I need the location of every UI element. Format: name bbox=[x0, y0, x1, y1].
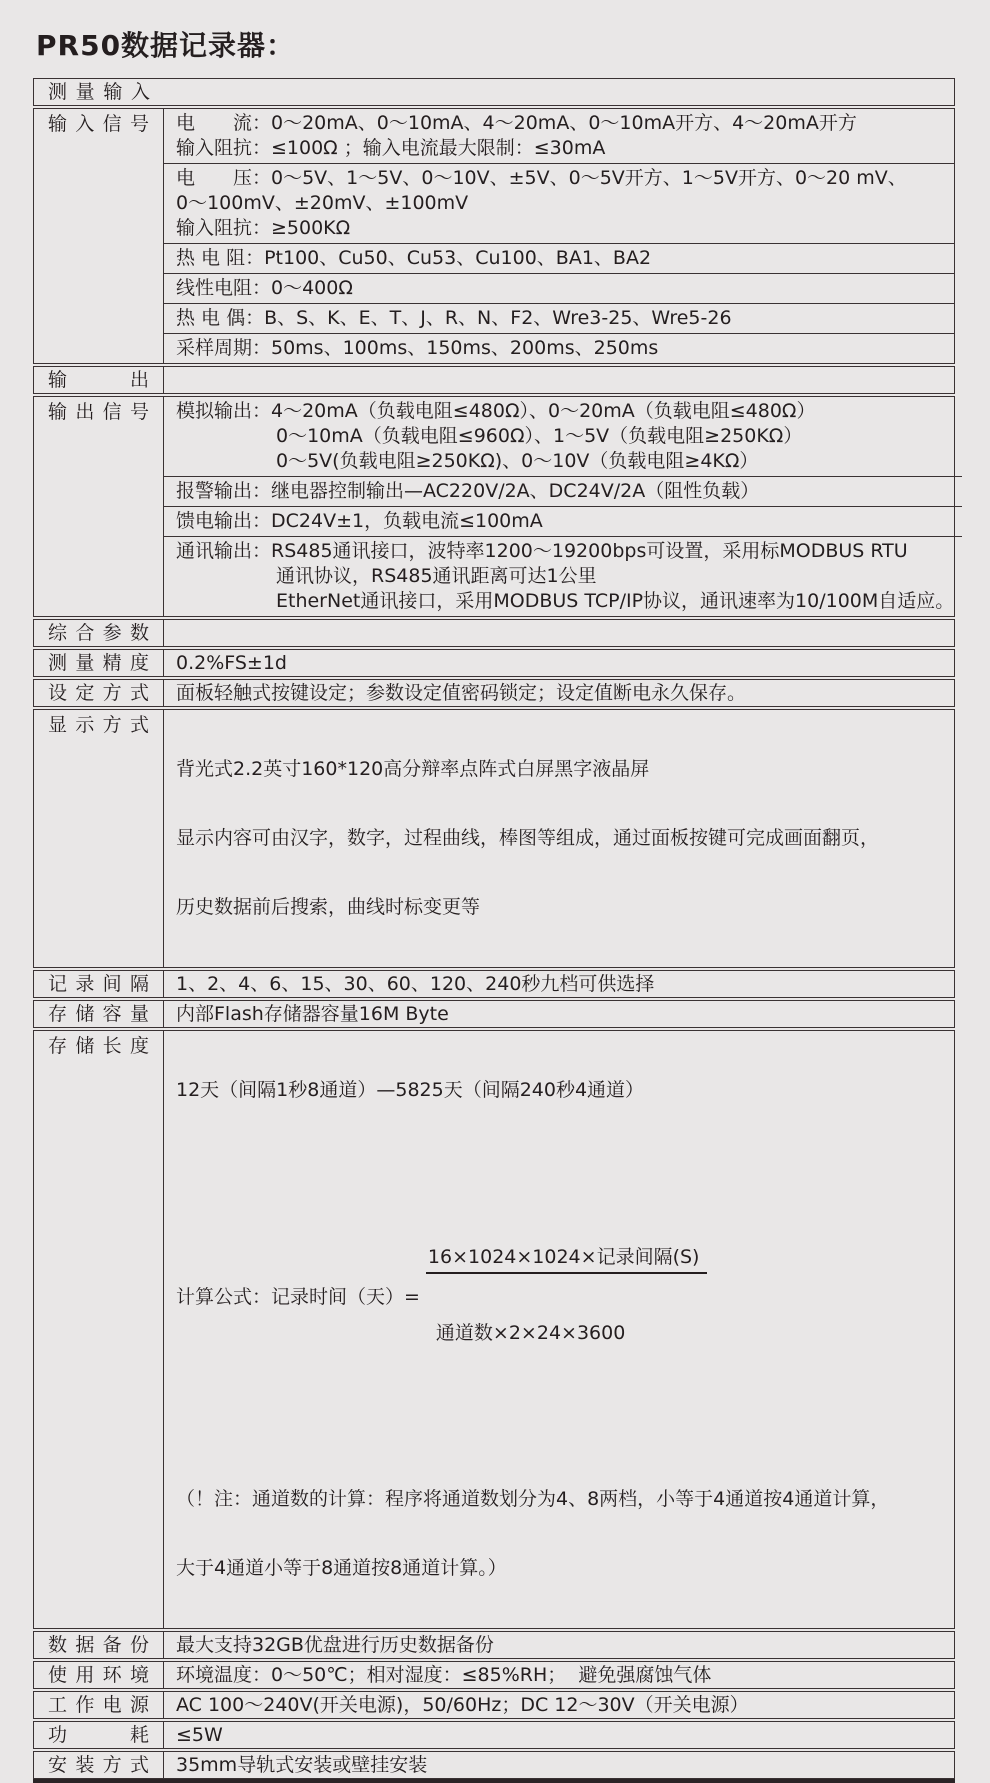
cell-output-comm bbox=[164, 537, 962, 616]
cell-mounting: 35mm导轨式安装或壁挂安装 bbox=[176, 1754, 428, 1776]
output-comm-line3: EtherNet通讯接口，采用MODBUS TCP/IP协议，通讯速率为10/100M自适应。 bbox=[276, 590, 955, 612]
output-alarm-line: 报警输出：继电器控制输出—AC220V/2A、DC24V/2A（阻性负载） bbox=[176, 480, 760, 502]
cell-output-empty bbox=[164, 367, 954, 393]
label-output: 输出 bbox=[34, 367, 164, 393]
row-power-consumption bbox=[33, 1721, 955, 1749]
label-power-consumption: 功耗 bbox=[34, 1722, 164, 1748]
input-sample-line: 采样周期：50ms、100ms、150ms、200ms、250ms bbox=[176, 337, 659, 359]
row-output-signal bbox=[33, 396, 955, 617]
cell-storage-length bbox=[164, 1031, 954, 1628]
label-record-interval: 记录间隔 bbox=[34, 971, 164, 997]
output-comm-line1: 通讯输出：RS485通讯接口，波特率1200～19200bps可设置，采用标MODBUS RTU bbox=[176, 540, 908, 562]
cell-measure-input-empty bbox=[164, 79, 954, 105]
spacer bbox=[176, 1433, 946, 1443]
display-line3: 历史数据前后搜索，曲线时标变更等 bbox=[176, 896, 481, 918]
storage-formula-fraction bbox=[426, 1201, 708, 1389]
input-rtd-line: 热 电 阻：Pt100、Cu50、Cu53、Cu100、BA1、BA2 bbox=[176, 247, 652, 269]
label-input-signal: 输入信号 bbox=[34, 109, 164, 363]
output-feed-line: 馈电输出：DC24V±1，负载电流≤100mA bbox=[176, 510, 543, 532]
cell-output-analog bbox=[164, 397, 962, 477]
cell-general-params-empty bbox=[164, 620, 954, 646]
label-mounting: 安装方式 bbox=[34, 1752, 164, 1778]
storage-note-line2: 大于4通道小等于8通道按8通道计算。） bbox=[176, 1557, 507, 1579]
row-storage-capacity bbox=[33, 1000, 955, 1028]
label-environment: 使用环境 bbox=[34, 1662, 164, 1688]
row-mounting bbox=[33, 1751, 955, 1779]
input-current-line2: 输入阻抗：≤100Ω ；输入电流最大限制：≤30mA bbox=[176, 137, 606, 159]
storage-length-range: 12天（间隔1秒8通道）—5825天（间隔240秒4通道） bbox=[176, 1079, 645, 1101]
display-line2: 显示内容可由汉字，数字，过程曲线，棒图等组成，通过面板按键可完成画面翻页， bbox=[176, 827, 880, 849]
cell-power-consumption: ≤5W bbox=[176, 1724, 223, 1746]
cell-setting-method: 面板轻触式按键设定；参数设定值密码锁定；设定值断电永久保存。 bbox=[176, 682, 747, 704]
cell-data-backup: 最大支持32GB优盘进行历史数据备份 bbox=[176, 1634, 494, 1656]
cell-input-thermocouple bbox=[164, 304, 954, 334]
input-linear-line: 线性电阻：0～400Ω bbox=[176, 277, 353, 299]
storage-formula-prefix: 计算公式：记录时间（天）= bbox=[176, 1285, 420, 1308]
row-record-interval bbox=[33, 970, 955, 998]
page-title: PR50数据记录器： bbox=[36, 29, 296, 62]
label-storage-length: 存储长度 bbox=[34, 1031, 164, 1628]
output-analog-line2: 0～10mA（负载电阻≤960Ω）、1～5V（负载电阻≥250KΩ） bbox=[276, 425, 803, 447]
cell-output-alarm bbox=[164, 477, 962, 507]
cell-input-voltage bbox=[164, 164, 954, 244]
label-storage-capacity: 存储容量 bbox=[34, 1001, 164, 1027]
cell-input-rtd bbox=[164, 244, 954, 274]
output-analog-line3: 0～5V(负载电阻≥250KΩ)、0～10V（负载电阻≥4KΩ） bbox=[276, 450, 759, 472]
display-line1: 背光式2.2英寸160*120高分辩率点阵式白屏黑字液晶屏 bbox=[176, 758, 650, 780]
label-display-method: 显示方式 bbox=[34, 710, 164, 967]
storage-formula-numerator: 16×1024×1024×记录间隔(S) bbox=[426, 1245, 708, 1274]
row-measure-input-header bbox=[33, 78, 955, 106]
label-setting-method: 设定方式 bbox=[34, 680, 164, 706]
input-voltage-line2: 0～100mV、±20mV、±100mV bbox=[176, 192, 469, 214]
label-output-signal: 输出信号 bbox=[34, 397, 164, 616]
label-accuracy: 测量精度 bbox=[34, 650, 164, 676]
row-data-backup bbox=[33, 1631, 955, 1659]
storage-formula-denominator: 通道数×2×24×3600 bbox=[435, 1322, 626, 1344]
cell-input-linear-resistance bbox=[164, 274, 954, 304]
cell-input-sample-period bbox=[164, 334, 954, 363]
cell-power-supply: AC 100～240V(开关电源)，50/60Hz；DC 12～30V（开关电源） bbox=[176, 1694, 749, 1716]
input-current-line1: 电 流：0～20mA、0～10mA、4～20mA、0～10mA开方、4～20mA开方 bbox=[176, 112, 857, 134]
spacer bbox=[176, 1147, 946, 1157]
output-analog-line1: 模拟输出：4～20mA（负载电阻≤480Ω）、0～20mA（负载电阻≤480Ω） bbox=[176, 400, 816, 422]
cell-environment: 环境温度：0～50℃；相对湿度：≤85%RH； 避免强腐蚀气体 bbox=[176, 1664, 712, 1686]
row-setting-method bbox=[33, 679, 955, 707]
input-voltage-line3: 输入阻抗：≥500KΩ bbox=[176, 217, 351, 239]
row-power-supply bbox=[33, 1691, 955, 1719]
row-display-method bbox=[33, 709, 955, 968]
label-data-backup: 数据备份 bbox=[34, 1632, 164, 1658]
spec-table bbox=[33, 78, 955, 1783]
storage-formula bbox=[176, 1201, 946, 1389]
storage-note-line1: （！注：通道数的计算：程序将通道数划分为4、8两档，小等于4通道按4通道计算， bbox=[176, 1488, 890, 1510]
cell-output-feed bbox=[164, 507, 962, 537]
row-environment bbox=[33, 1661, 955, 1689]
label-power-supply: 工作电源 bbox=[34, 1692, 164, 1718]
cell-input-current bbox=[164, 109, 954, 164]
output-signal-cells bbox=[164, 397, 962, 616]
cell-display-method bbox=[164, 710, 954, 967]
input-tc-line: 热 电 偶：B、S、K、E、T、J、R、N、F2、Wre3-25、Wre5-26 bbox=[176, 307, 732, 329]
row-output-header bbox=[33, 366, 955, 394]
label-measure-input: 测量输入 bbox=[48, 81, 150, 103]
row-general-params-header bbox=[33, 619, 955, 647]
row-accuracy bbox=[33, 649, 955, 677]
output-comm-line2: 通讯协议，RS485通讯距离可达1公里 bbox=[276, 565, 597, 587]
cell-record-interval: 1、2、4、6、15、30、60、120、240秒九档可供选择 bbox=[176, 973, 655, 995]
row-input-signal bbox=[33, 108, 955, 364]
cell-accuracy: 0.2%FS±1d bbox=[176, 652, 287, 674]
row-storage-length bbox=[33, 1030, 955, 1629]
input-signal-cells bbox=[164, 109, 954, 363]
cell-storage-capacity: 内部Flash存储器容量16M Byte bbox=[176, 1003, 449, 1025]
input-voltage-line1: 电 压：0～5V、1～5V、0～10V、±5V、0～5V开方、1～5V开方、0～20 mV、 bbox=[176, 167, 907, 189]
label-general-params: 综合参数 bbox=[34, 620, 164, 646]
